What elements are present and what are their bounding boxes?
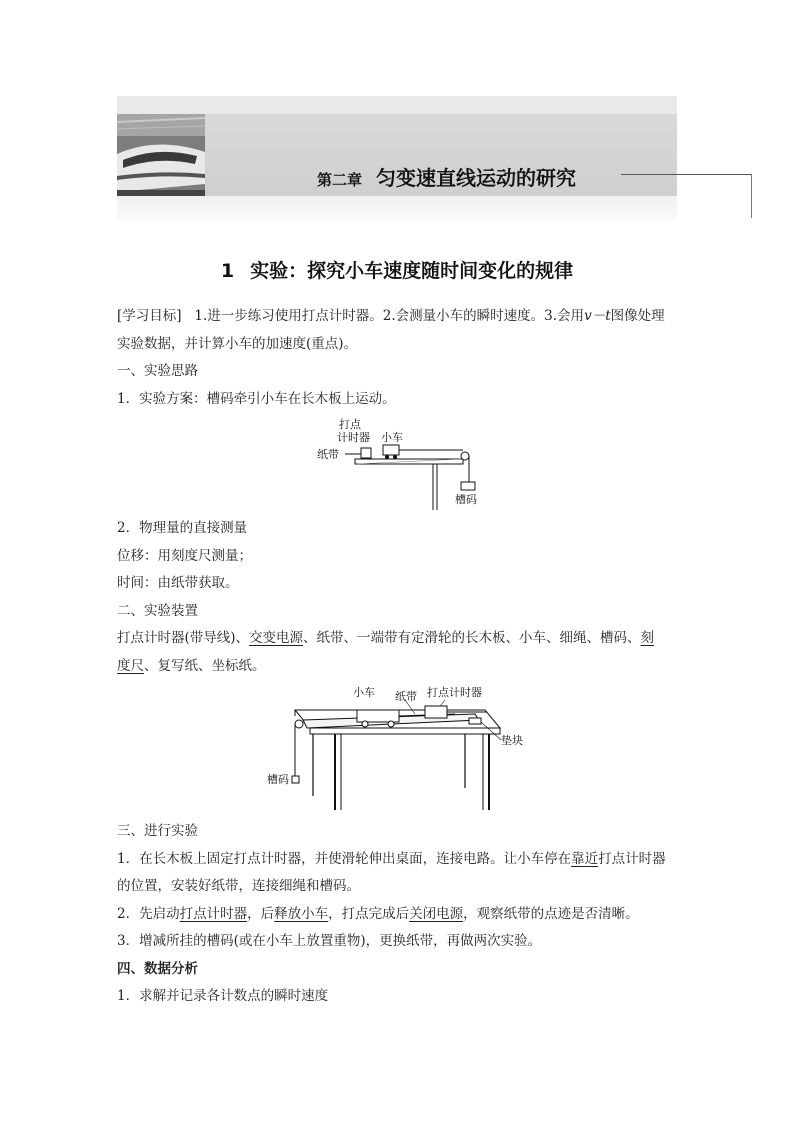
fig2-weight (292, 776, 299, 783)
fig2-label-tape: 纸带 (395, 690, 417, 703)
fig1-label-timer-2: 计时器 (337, 431, 370, 444)
fig1-wheel-2 (393, 455, 397, 459)
figure-2-drawing (265, 684, 530, 814)
objectives-line-1 (117, 303, 679, 331)
fig1-weight (461, 482, 475, 490)
equipment-text-c: 、复写纸、坐标纸。 (144, 657, 266, 674)
section-3-block (117, 818, 679, 1011)
fig2-label-timer: 打点计时器 (427, 686, 482, 699)
banner-bottom-band (117, 196, 677, 220)
step-1-text-a: 1．在长木板上固定打点计时器，并使滑轮伸出桌面，连接电路。让小车停在 (117, 850, 572, 867)
chapter-title (317, 162, 576, 191)
section-1-item-2: 2．物理量的直接测量 (117, 520, 248, 536)
chapter-banner (117, 96, 677, 220)
fig1-pulley (461, 452, 469, 460)
objectives-label: [学习目标] (117, 308, 182, 324)
step-2-text-c: ，打点完成后 (328, 905, 410, 922)
step-2-power-off: 关闭电源 (409, 905, 464, 922)
section-2-para-line-1 (117, 625, 679, 653)
time-line: 时间：由纸带获取。 (117, 575, 239, 591)
figure-1-setup (315, 418, 485, 510)
equipment-text-a: 打点计时器(带导线)、 (117, 630, 250, 646)
fig2-pulley (295, 720, 303, 728)
fig2-label-block: 垫块 (501, 734, 523, 747)
objectives-line-2: 实验数据，并计算小车的加速度(重点)。 (117, 335, 358, 352)
banner-top-band (117, 96, 677, 114)
section-1-item-1: 1．实验方案：槽码牵引小车在长木板上运动。 (117, 390, 396, 407)
section-4-heading: 四、数据分析 (117, 960, 198, 977)
section-4-item-1: 1．求解并记录各计数点的瞬时速度 (117, 988, 329, 1004)
equipment-text-b: 、纸带、一端带有定滑轮的长木板、小车、细绳、槽码、 (303, 630, 641, 646)
fig1-label-tape: 纸带 (317, 448, 339, 461)
section-1-continued (117, 515, 679, 680)
vt-symbol: v－t (584, 308, 611, 324)
fig2-car (357, 710, 399, 722)
fig1-wheel-1 (385, 455, 389, 459)
fig1-label-weight: 槽码 (455, 493, 477, 506)
objectives-text-1: 1.进一步练习使用打点计时器。2.会测量小车的瞬时速度。3.会用 (194, 308, 585, 324)
fig2-label-car: 小车 (353, 686, 375, 699)
lesson-title (0, 256, 794, 283)
step-2-release-car: 释放小车 (274, 905, 329, 922)
fig2-timer (425, 706, 447, 718)
step-1-text-b: 打点计时器 (598, 850, 666, 867)
step-3-line: 3．增减所挂的槽码(或在小车上放置重物)，更换纸带，再做两次实验。 (117, 933, 542, 949)
figure-2-apparatus (265, 684, 530, 814)
fig2-label-weight: 槽码 (267, 773, 289, 786)
figure-1-drawing (315, 418, 485, 510)
step-2-text-b: ，后 (247, 905, 275, 922)
banner-strip (205, 114, 677, 196)
lesson-number: 1 (220, 260, 235, 282)
step-2-text-d: ，观察纸带的点迹是否清晰。 (463, 905, 639, 922)
equipment-ruler-b: 度尺 (117, 657, 144, 674)
section-2-heading: 二、实验装置 (117, 602, 198, 619)
section-1-heading: 一、实验思路 (117, 363, 198, 379)
chapter-name: 匀变速直线运动的研究 (376, 166, 577, 190)
chapter-underline (621, 174, 751, 175)
fig2-block (469, 718, 481, 724)
step-1-line-1 (117, 846, 679, 874)
step-1-line-2: 的位置，安装好纸带，连接细绳和槽码。 (117, 878, 360, 894)
objectives-text-1-tail: 图像处理 (610, 308, 665, 324)
fig1-label-car: 小车 (381, 431, 403, 444)
fig1-label-timer-1: 打点 (339, 418, 361, 431)
lesson-name: 实验：探究小车速度随时间变化的规律 (250, 260, 574, 282)
equipment-ruler-a: 刻 (640, 630, 655, 646)
step-2-line (117, 901, 679, 929)
fig1-car-box (383, 445, 399, 455)
step-2-text-a: 2．先启动 (117, 905, 180, 922)
step-1-near: 靠近 (571, 850, 599, 867)
step-2-start-timer: 打点计时器 (179, 905, 248, 922)
train-illustration (117, 114, 205, 196)
chapter-bracket (751, 174, 752, 218)
section-2-para-line-2 (117, 653, 679, 681)
equipment-ac-power: 交变电源 (249, 630, 304, 646)
section-3-heading: 三、进行实验 (117, 823, 198, 839)
objectives-block (117, 303, 679, 413)
displacement-line: 位移：用刻度尺测量； (117, 547, 252, 564)
chapter-number: 第二章 (317, 171, 363, 189)
train-photo (117, 114, 205, 196)
fig1-timer-box (361, 448, 371, 458)
